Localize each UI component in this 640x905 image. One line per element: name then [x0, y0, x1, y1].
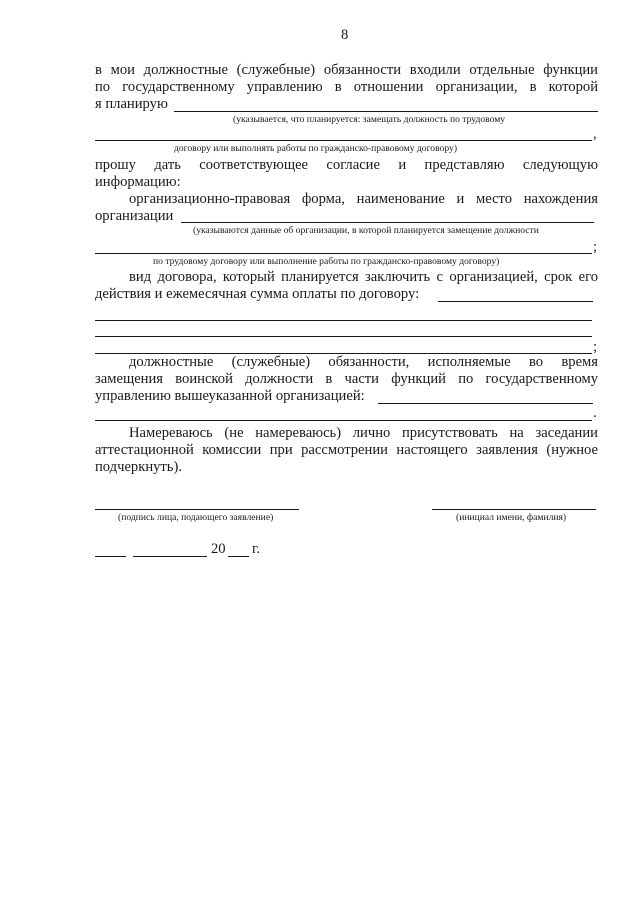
field-organization[interactable]: [181, 222, 594, 223]
p4-line2: действия и ежемесячная сумма оплаты по договору:: [95, 286, 420, 302]
p2-line1: прошу дать соответствующее согласие и представляю следующую: [95, 157, 598, 173]
signature-caption: (подпись лица, подающего заявление): [118, 512, 274, 523]
field-contract[interactable]: [438, 301, 593, 302]
p3-line2: организации: [95, 208, 174, 224]
date-year-prefix: 20: [211, 541, 226, 557]
name-line[interactable]: [432, 509, 596, 510]
field-planned-activity[interactable]: [174, 111, 598, 112]
p5-line1: должностные (служебные) обязанности, исполняемые во время: [129, 354, 598, 370]
field-duties[interactable]: [378, 403, 593, 404]
p4-line1: вид договора, который планируется заключить с организацией, срок его: [129, 269, 598, 285]
p5-line2: замещения воинской должности в части функций по государственному: [95, 371, 598, 387]
date-month-line[interactable]: [133, 556, 207, 557]
name-caption: (инициал имени, фамилия): [456, 512, 567, 523]
semicolon-mark: ;: [593, 239, 598, 255]
page-number: 8: [341, 27, 349, 43]
hint-organization-cont: по трудовому договору или выполнение работы по гражданско-правовому договору): [153, 256, 500, 267]
field-duties-cont[interactable]: [95, 420, 592, 421]
p1-line3: я планирую: [95, 96, 168, 112]
hint-organization: (указываются данные об организации, в которой планируется замещение должности: [193, 225, 539, 236]
hint-planned-activity-cont: договору или выполнять работы по гражданско-правовому договору): [174, 143, 458, 154]
field-contract-line3[interactable]: [95, 336, 592, 337]
hint-planned-activity: (указывается, что планируется: замещать должность по трудовому: [233, 114, 506, 125]
period-mark: .: [593, 405, 597, 421]
field-organization-cont[interactable]: [95, 253, 592, 254]
date-suffix: г.: [252, 541, 260, 557]
field-planned-activity-cont[interactable]: [95, 140, 592, 141]
p6-line1: Намереваюсь (не намереваюсь) лично присутствовать на заседании: [129, 425, 598, 441]
p5-line3: управлению вышеуказанной организацией:: [95, 388, 365, 404]
comma-mark: ,: [593, 126, 597, 142]
date-day-line[interactable]: [95, 556, 126, 557]
p6-line2: аттестационной комиссии при рассмотрении настоящего заявления (нужное: [95, 442, 598, 458]
semicolon-mark: ;: [593, 339, 598, 355]
signature-line[interactable]: [95, 509, 299, 510]
p1-line2: по государственному управлению в отношении организации, в которой: [95, 79, 598, 95]
p6-line3: подчеркнуть).: [95, 459, 182, 475]
p1-line1: в мои должностные (служебные) обязанности входили отдельные функции: [95, 62, 598, 78]
date-year-line[interactable]: [228, 556, 249, 557]
p3-line1: организационно-правовая форма, наименование и место нахождения: [129, 191, 598, 207]
p2-line2: информацию:: [95, 174, 181, 190]
field-contract-line2[interactable]: [95, 320, 592, 321]
